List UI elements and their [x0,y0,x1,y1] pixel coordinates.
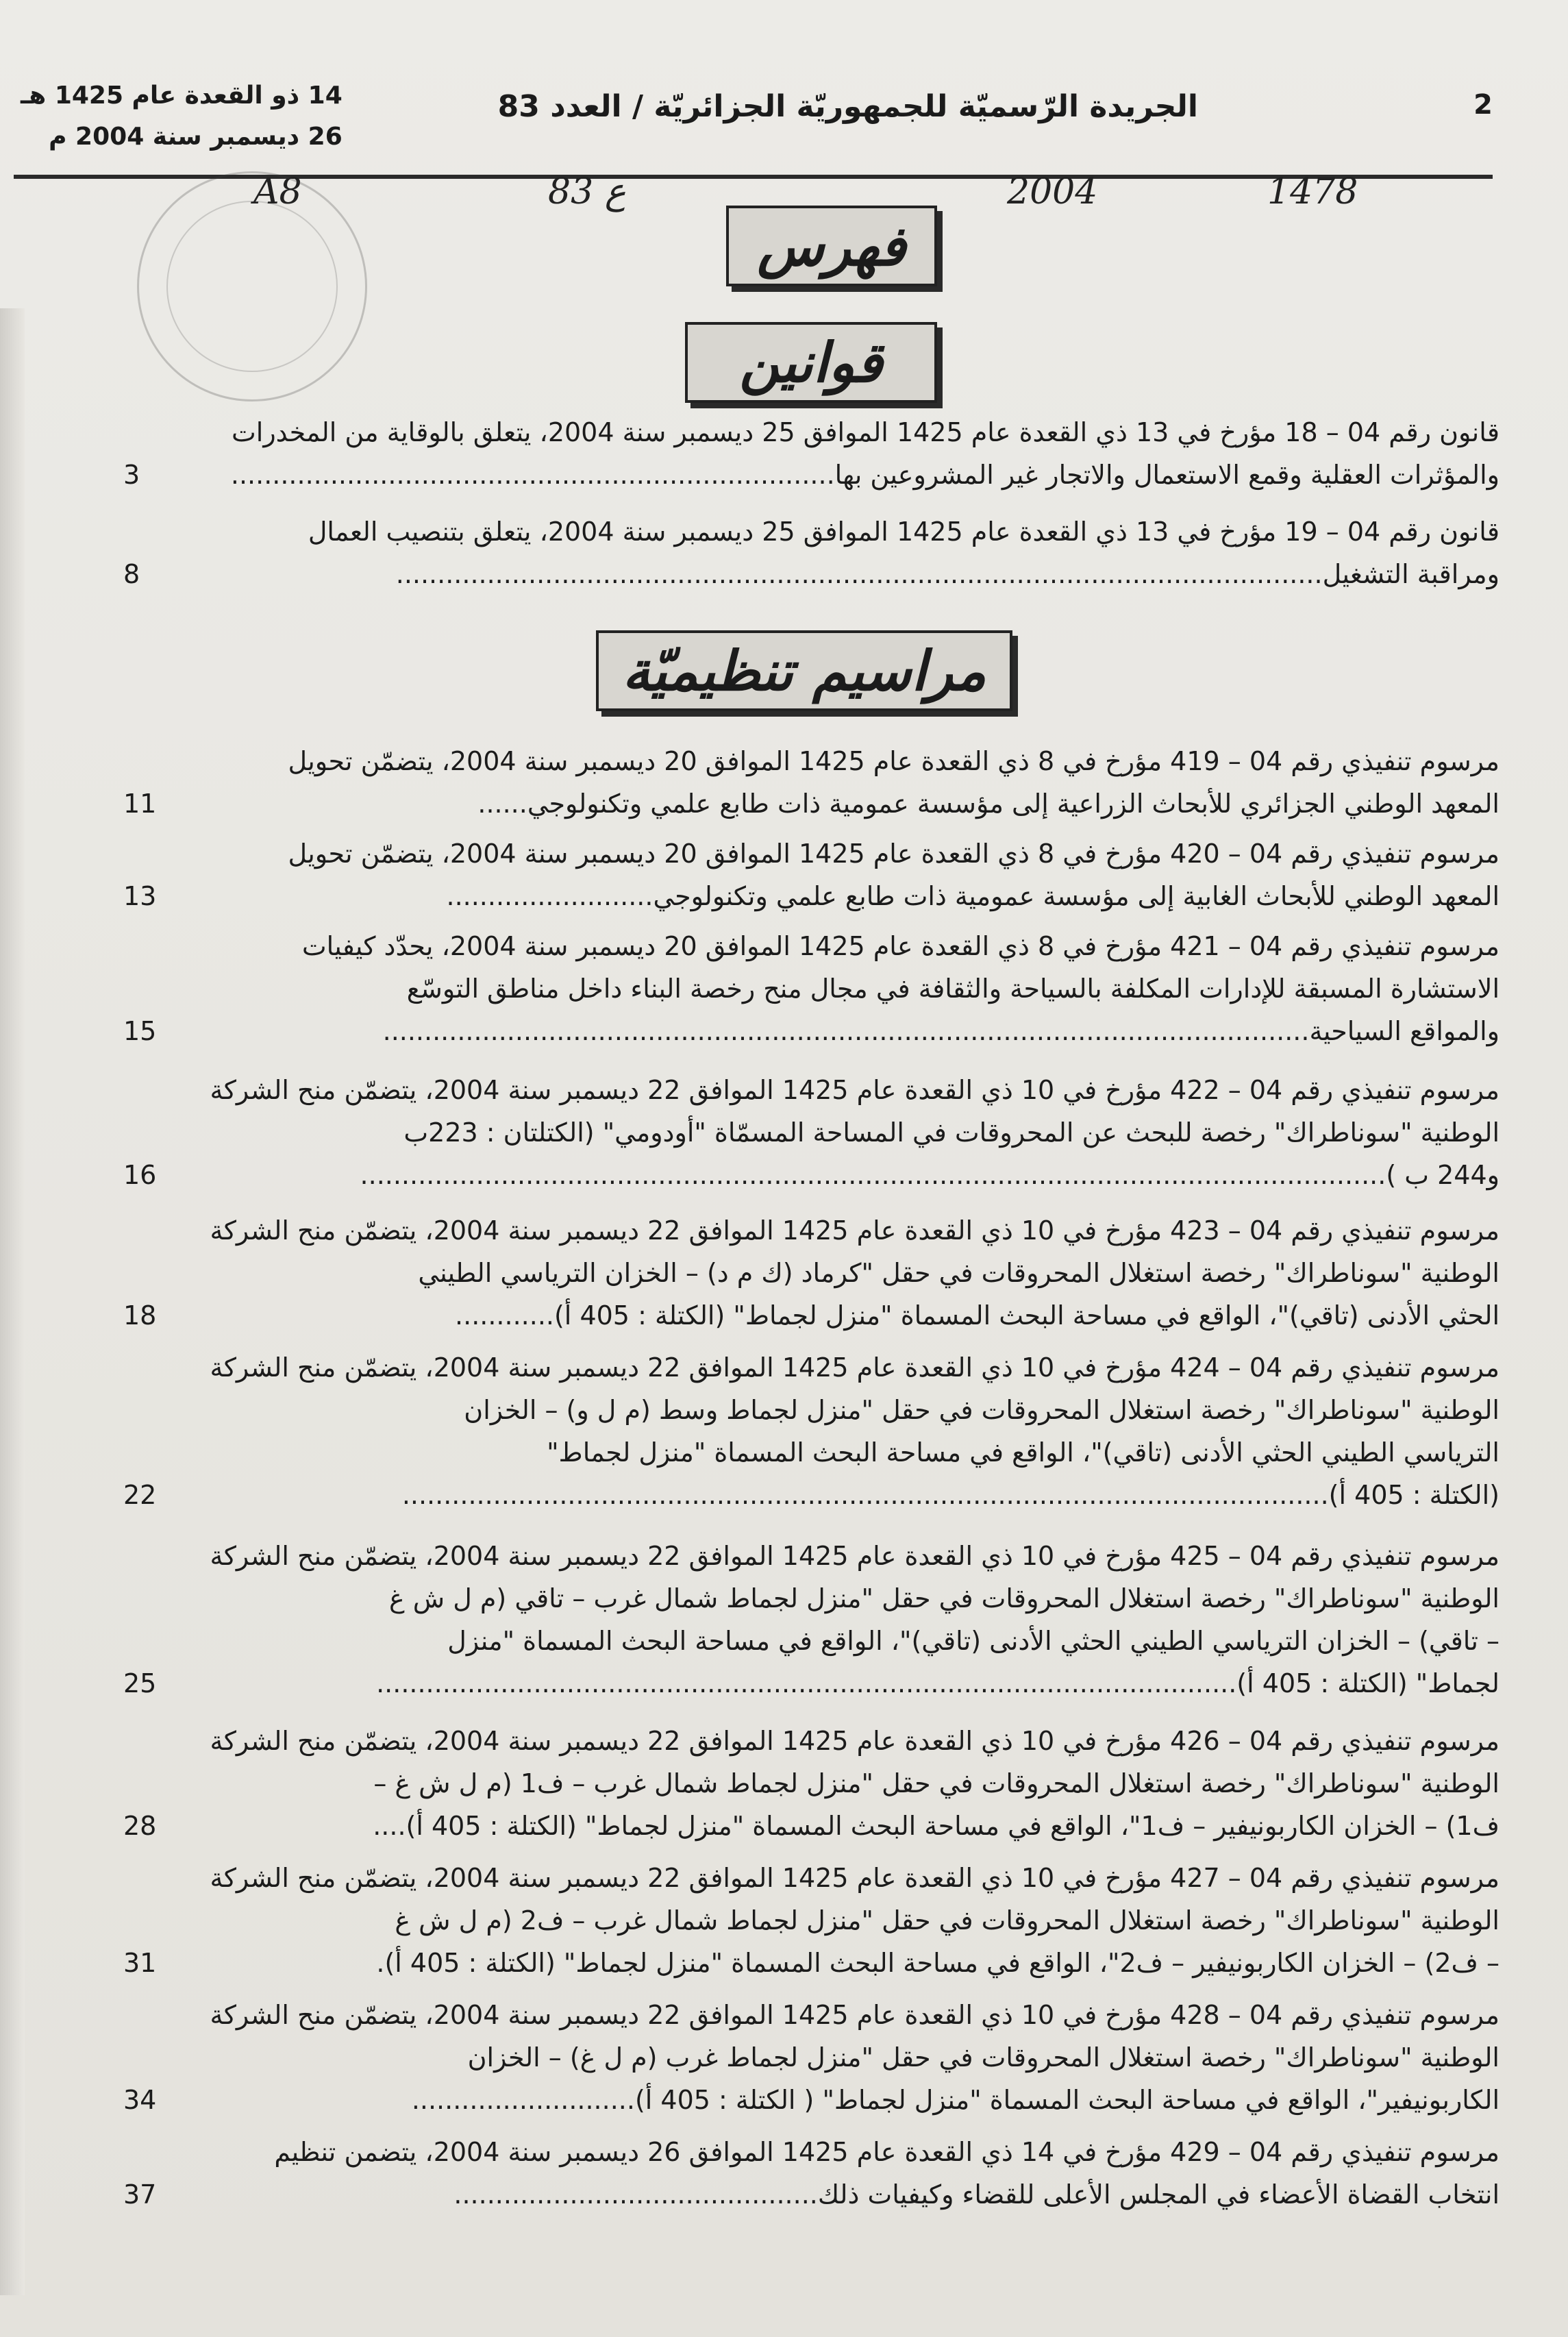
entry-line: الكاربونيفير"، الواقع في مساحة البحث المسماة "منزل لجماط" ( الكتلة : 405 أ)........................... [411,2085,1499,2115]
handwritten-note: A8 [253,171,302,212]
page-number: 2 [1473,89,1493,121]
entry-page-number: 18 [123,1300,157,1331]
entry-line: (الكتلة : 405 أ)................................................................................................................ [401,1480,1499,1510]
entry-line: الوطنية "سوناطراك" رخصة للبحث عن المحروقات في المساحة المسمّاة "أودومي" (الكتلتان : 223ب [403,1117,1499,1148]
entry-line: الوطنية "سوناطراك" رخصة استغلال المحروقات في حقل "منزل لجماط شمال غرب – ف2 (م ل ش غ [395,1905,1499,1936]
entry-line: الوطنية "سوناطراك" رخصة استغلال المحروقات في حقل "منزل لجماط وسط (م ل و) – الخزان [464,1395,1499,1425]
entry-line: مرسوم تنفيذي رقم 04 – 424 مؤرخ في 10 ذي القعدة عام 1425 الموافق 22 ديسمبر سنة 2004، يتضمّن منح الشركة [210,1352,1499,1383]
entry-page-number: 34 [123,2085,157,2115]
toc-entry[interactable] [103,411,1499,496]
entry-line: مرسوم تنفيذي رقم 04 – 420 مؤرخ في 8 ذي القعدة عام 1425 الموافق 20 ديسمبر سنة 2004، يتضمّن تحويل [288,839,1499,869]
entry-line: ف1) – الخزان الكاربونيفير – ف1"، الواقع في مساحة البحث المسماة "منزل لجماط" (الكتلة : 405 أ).... [373,1811,1499,1841]
entry-page-number: 16 [123,1160,157,1190]
entry-line: ومراقبة التشغيل................................................................................................................ [395,559,1499,589]
entry-line: الترياسي الطيني الحثي الأدنى (تاقي)"، الواقع في مساحة البحث المسماة "منزل لجماط" [547,1437,1499,1468]
entry-page-number: 28 [123,1811,157,1841]
decrees-banner: مراسيم تنظيميّة [596,630,1012,711]
entry-page-number: 37 [123,2179,157,2210]
handwritten-note: 1478 [1267,171,1358,212]
laws-banner: قوانين [685,322,937,403]
entry-line: الوطنية "سوناطراك" رخصة استغلال المحروقات في حقل "منزل لجماط غرب (م ل غ) – الخزان [467,2042,1499,2073]
entry-line: والمؤثرات العقلية وقمع الاستعمال والاتجار غير المشروعين بها......................................................................... [230,460,1499,490]
entry-line: مرسوم تنفيذي رقم 04 – 429 مؤرخ في 14 ذي القعدة عام 1425 الموافق 26 ديسمبر سنة 2004، يتضمن تنظيم [274,2137,1499,2167]
gregorian-date: 26 ديسمبر سنة 2004 م [49,123,343,151]
entry-line: قانون رقم 04 – 18 مؤرخ في 13 ذي القعدة عام 1425 الموافق 25 ديسمبر سنة 2004، يتعلق بالوقاية من المخدرات [232,417,1499,447]
entry-page-number: 8 [123,559,140,589]
entry-line: و244 ب )............................................................................................................................ [360,1160,1499,1190]
entry-page-number: 22 [123,1480,157,1510]
toc-entry[interactable] [103,1994,1499,2121]
entry-line: انتخاب القضاة الأعضاء في المجلس الأعلى للقضاء وكيفيات ذلك............................................ [453,2179,1499,2210]
toc-entry[interactable] [103,1346,1499,1516]
entry-line: مرسوم تنفيذي رقم 04 – 423 مؤرخ في 10 ذي القعدة عام 1425 الموافق 22 ديسمبر سنة 2004، يتضمّن منح الشركة [210,1215,1499,1246]
entry-line: مرسوم تنفيذي رقم 04 – 427 مؤرخ في 10 ذي القعدة عام 1425 الموافق 22 ديسمبر سنة 2004، يتضمّن منح الشركة [210,1863,1499,1893]
toc-entry[interactable] [103,2131,1499,2216]
toc-entry[interactable] [103,1069,1499,1196]
entry-page-number: 11 [123,789,157,819]
entry-line: الحثي الأدنى (تاقي)"، الواقع في مساحة البحث المسماة "منزل لجماط" (الكتلة : 405 أ)............ [455,1300,1499,1331]
entry-line: الوطنية "سوناطراك" رخصة استغلال المحروقات في حقل "منزل لجماط شمال غرب – ف1 (م ل ش غ – [373,1768,1499,1798]
entry-line: قانون رقم 04 – 19 مؤرخ في 13 ذي القعدة عام 1425 الموافق 25 ديسمبر سنة 2004، يتعلق بتنصيب العمال [308,517,1499,547]
hijri-date: 14 ذو القعدة عام 1425 هـ [21,82,343,110]
scan-margin [0,308,25,2295]
entry-line: مرسوم تنفيذي رقم 04 – 421 مؤرخ في 8 ذي القعدة عام 1425 الموافق 20 ديسمبر سنة 2004، يحدّد كيفيات [301,931,1499,961]
entry-line: الاستشارة المسبقة للإدارات المكلفة بالسياحة والثقافة في مجال منح رخصة البناء داخل مناطق التوسّع [406,974,1499,1004]
toc-entry[interactable] [103,510,1499,595]
toc-entry[interactable] [103,832,1499,917]
gazette-title: الجريدة الرّسميّة للجمهوريّة الجزائريّة / العدد 83 [497,89,1198,124]
entry-line: الوطنية "سوناطراك" رخصة استغلال المحروقات في حقل "منزل لجماط شمال غرب – تاقي (م ل ش غ [389,1583,1499,1613]
toc-entry[interactable] [103,1209,1499,1337]
toc-entry[interactable] [103,925,1499,1052]
entry-line: المعهد الوطني للأبحاث الغابية إلى مؤسسة عمومية ذات طابع علمي وتكنولوجي......................... [446,881,1499,911]
entry-line: – ف2) – الخزان الكاربونيفير – ف2"، الواقع في مساحة البحث المسماة "منزل لجماط" (الكتلة : 405 أ). [376,1948,1499,1978]
entry-line: لجماط" (الكتلة : 405 أ)........................................................................................................ [376,1668,1499,1698]
index-banner: فهرس [726,206,937,286]
entry-line: مرسوم تنفيذي رقم 04 – 428 مؤرخ في 10 ذي القعدة عام 1425 الموافق 22 ديسمبر سنة 2004، يتضمّن منح الشركة [210,2000,1499,2030]
entry-line: مرسوم تنفيذي رقم 04 – 426 مؤرخ في 10 ذي القعدة عام 1425 الموافق 22 ديسمبر سنة 2004، يتضمّن منح الشركة [210,1726,1499,1756]
entry-line: الوطنية "سوناطراك" رخصة استغلال المحروقات في حقل "كرماد (ك م د) – الخزان الترياسي الطيني [418,1258,1499,1288]
entry-line: مرسوم تنفيذي رقم 04 – 422 مؤرخ في 10 ذي القعدة عام 1425 الموافق 22 ديسمبر سنة 2004، يتضمّن منح الشركة [210,1075,1499,1105]
toc-entry[interactable] [103,740,1499,825]
entry-page-number: 13 [123,881,157,911]
toc-entry[interactable] [103,1720,1499,1847]
entry-page-number: 3 [123,460,140,490]
entry-page-number: 15 [123,1016,157,1046]
entry-line: مرسوم تنفيذي رقم 04 – 425 مؤرخ في 10 ذي القعدة عام 1425 الموافق 22 ديسمبر سنة 2004، يتضمّن منح الشركة [210,1541,1499,1571]
entry-page-number: 31 [123,1948,157,1978]
entry-line: مرسوم تنفيذي رقم 04 – 419 مؤرخ في 8 ذي القعدة عام 1425 الموافق 20 ديسمبر سنة 2004، يتضمّن تحويل [288,746,1499,776]
page-header [14,75,1493,178]
handwritten-note: 2004 [1007,171,1098,212]
entry-line: – تاقي) – الخزان الترياسي الطيني الحثي الأدنى (تاقي)"، الواقع في مساحة البحث المسماة "منزل [447,1626,1499,1656]
entry-page-number: 25 [123,1668,157,1698]
entry-line: والمواقع السياحية................................................................................................................ [382,1016,1499,1046]
issue-date [21,75,343,158]
handwritten-note: 83 ع [548,171,626,212]
toc-entry[interactable] [103,1857,1499,1984]
toc-entry[interactable] [103,1535,1499,1705]
entry-line: المعهد الوطني الجزائري للأبحاث الزراعية إلى مؤسسة عمومية ذات طابع علمي وتكنولوجي...... [477,789,1499,819]
faded-stamp [137,171,367,401]
